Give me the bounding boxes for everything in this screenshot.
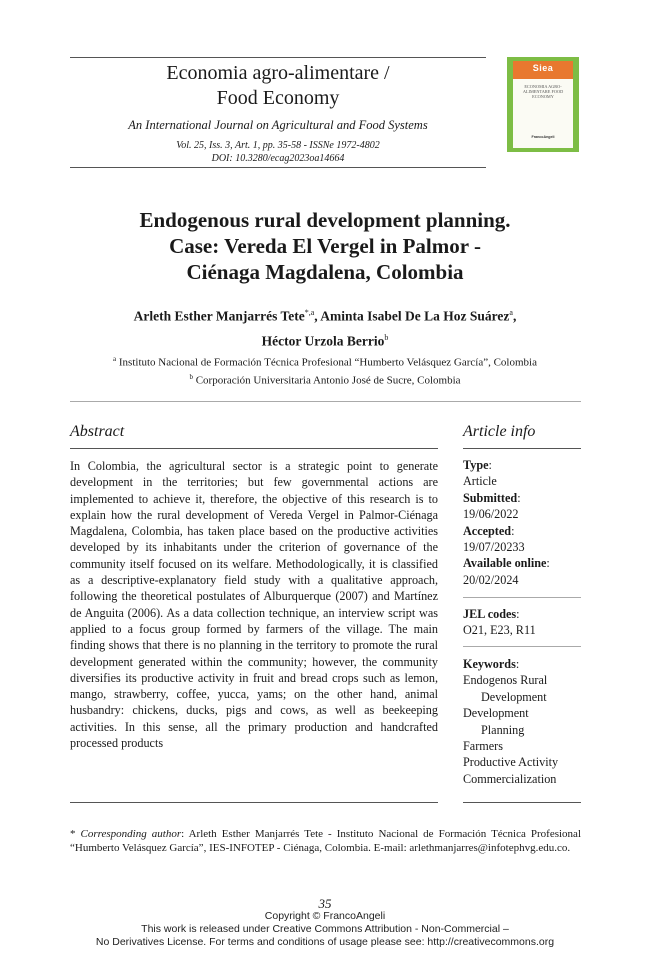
license-line-1: This work is released under Creative Commons Attribution - Non-Commercial – (141, 923, 509, 935)
cover-title: ECONOMIA AGRO-ALIMENTARE FOOD ECONOMY (522, 84, 564, 99)
footnote-marker: * (70, 828, 81, 840)
colon: : (516, 607, 520, 621)
article-info-jel (463, 606, 581, 639)
article-info-keywords (463, 656, 581, 787)
type-value: Article (463, 474, 497, 489)
keyword-item: Endogenos Rural (463, 673, 548, 688)
online-label: Available online (463, 556, 547, 571)
journal-cover-image (507, 57, 579, 152)
keyword-item-continued: Development (481, 689, 547, 704)
volume-line: Vol. 25, Iss. 3, Art. 1, pp. 35-58 - ISSNe 1972-4802 (176, 140, 380, 151)
paper-title-line3: Ciénaga Magdalena, Colombia (186, 260, 464, 284)
jel-label: JEL codes (463, 607, 517, 621)
keyword-item: Development (463, 706, 529, 721)
abstract-body: In Colombia, the agricultural sector is a strategic point to generate development in the territories; but few governmental actions are implemented to achieve it, therefore, the objective of this research is to explain how the rural development of Vereda Vergel in Palmor-Ciénaga Magdalena, Colombia, has taken place based on the productive activities developed by its inhabitants under the criterion of governance of the community itself focused on its welfare. Methodologically, it is classified as a descriptive-explanatory field study with a qualitative approach, following the theoretical postulates of Alburquerque (2007) and Martínez de Anguita (2006). As a data collection technique, an interview script was applied to a focus group formed by farmers of the village. The main finding shows that there is no planning in the territory to promote the rural development generated within the community; however, the community diversifies its productive activity in fruit and bread crops such as lemon, mango, strawberry, coffee, yucca, yams; on the other hand, animal husbandry: chickens, ducks, pigs and cows, as well as beekeeping activities. In this sense, all the primary production and handcrafted processed products (70, 459, 438, 751)
keyword-item: Farmers (463, 739, 503, 754)
affiliations (40, 352, 610, 387)
affiliations-rule (70, 401, 581, 402)
journal-volume-info (70, 139, 486, 165)
doi-line: DOI: 10.3280/ecag2023oa14664 (211, 153, 345, 164)
type-label: Type (463, 458, 489, 472)
jel-rule (463, 646, 581, 647)
jel-value: O21, E23, R11 (463, 623, 536, 638)
paper-title-line1: Endogenous rural development planning. (139, 208, 511, 232)
footnote-text: : Arleth Esther Manjarrés Tete - Instituto Nacional de Formación Técnica Profesional “Humberto Velásquez García”, IES-INFOTEP - Ciénaga, Colombia. E-mail: arlethmanjarres@infotephvg.edu.co. (70, 828, 581, 854)
cover-publisher: FrancoAngeli (531, 135, 555, 139)
colon: : (517, 490, 521, 505)
corresponding-author-footnote (70, 827, 581, 855)
colon: : (511, 523, 515, 538)
author-affil-marker: b (384, 332, 389, 342)
author-affil-marker: a (509, 308, 513, 317)
affiliation-b (40, 370, 610, 388)
colon: : (546, 556, 550, 571)
affiliation-text: Corporación Universitaria Antonio José de Sucre, Colombia (192, 374, 461, 387)
affiliation-marker: a (113, 355, 117, 363)
keywords-bottom-rule (463, 802, 581, 803)
header-top-rule (70, 57, 486, 58)
copyright-line: Copyright © FrancoAngeli (264, 910, 386, 922)
online-value: 20/02/2024 (463, 572, 519, 587)
journal-subtitle: An International Journal on Agricultural and Food Systems (128, 118, 428, 132)
footnote-label: Corresponding author (80, 828, 182, 840)
abstract-bottom-rule (70, 802, 438, 803)
keyword-item: Commercialization (463, 771, 557, 786)
colon: : (515, 657, 520, 671)
abstract-heading: Abstract (70, 423, 125, 440)
cover-logo: Siea (532, 63, 554, 73)
journal-title (70, 61, 486, 111)
keywords-label: Keywords (463, 657, 516, 671)
affiliation-a (40, 352, 610, 370)
dates-rule (463, 597, 581, 598)
submitted-value: 19/06/2022 (463, 507, 519, 522)
paper-title-line2: Case: Vereda El Vergel in Palmor - (169, 234, 481, 258)
license-notice (0, 910, 650, 949)
author-name: Aminta Isabel De La Hoz Suárez (320, 308, 510, 324)
author-name: Arleth Esther Manjarrés Tete (133, 308, 305, 324)
keyword-item-continued: Planning (481, 722, 525, 737)
colon: : (488, 458, 492, 472)
accepted-value: 19/07/20233 (463, 540, 525, 555)
journal-title-line2: Food Economy (216, 87, 340, 109)
paper-title (40, 207, 610, 285)
accepted-label: Accepted (463, 523, 512, 538)
author-separator: , (314, 308, 321, 324)
affiliation-text: Instituto Nacional de Formación Técnica Profesional “Humberto Velásquez García”, Colombia (116, 356, 537, 369)
header-bottom-rule (70, 167, 486, 168)
article-info-heading-rule (463, 448, 581, 449)
author-separator: , (512, 308, 517, 324)
journal-title-line1: Economia agro-alimentare / (166, 62, 390, 84)
article-info-heading: Article info (463, 423, 536, 440)
license-line-2: No Derivatives License. For terms and conditions of usage please see: http://creativecommons.org (95, 936, 555, 948)
page-number: 35 (318, 896, 332, 911)
author-name: Héctor Urzola Berrio (261, 333, 385, 348)
author-affil-marker: *,a (304, 308, 315, 317)
submitted-label: Submitted (463, 490, 518, 505)
affiliation-marker: b (189, 372, 193, 381)
abstract-heading-rule (70, 448, 438, 449)
article-info-dates (463, 457, 581, 588)
author-list (40, 302, 610, 351)
keyword-item: Productive Activity (463, 755, 559, 770)
